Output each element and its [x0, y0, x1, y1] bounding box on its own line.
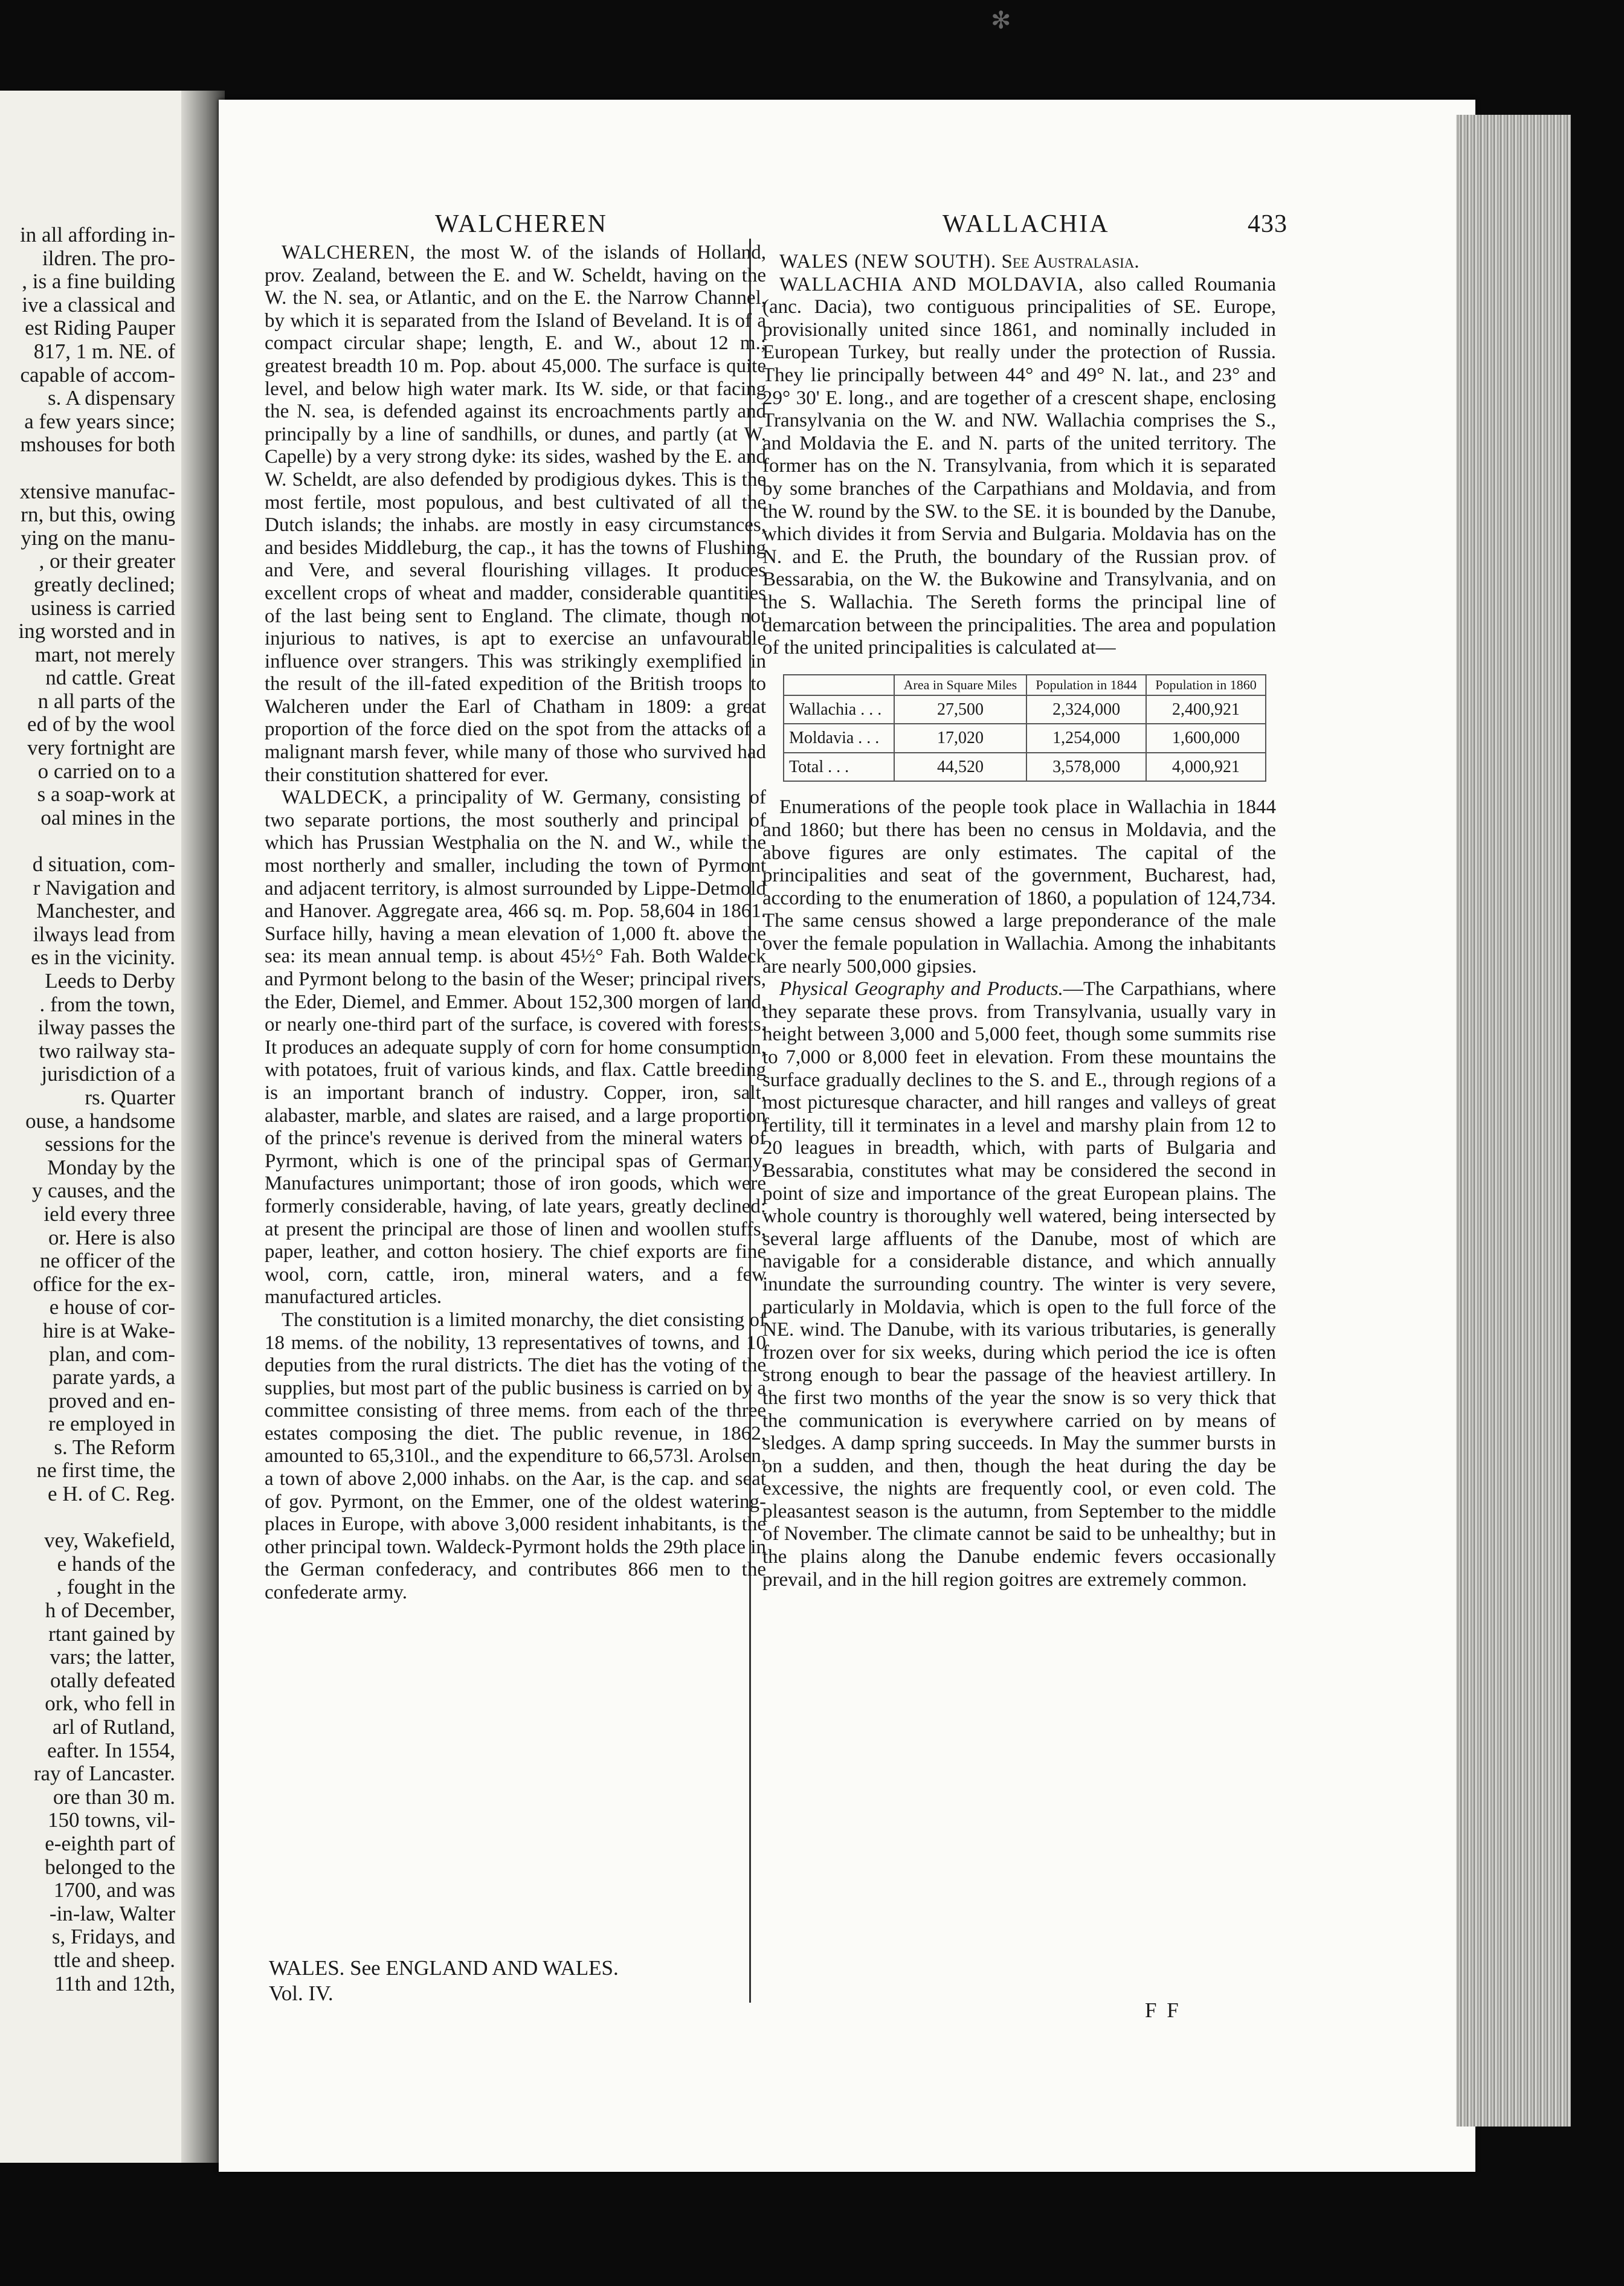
left-page-line: ing worsted and in	[18, 620, 175, 643]
left-page-line: proved and en-	[48, 1389, 175, 1412]
left-page-line	[0, 457, 175, 480]
population-table	[783, 674, 1266, 782]
left-page-line: Monday by the	[47, 1156, 175, 1179]
left-page-line: ork, who fell in	[45, 1692, 175, 1716]
left-page-line: h of December,	[45, 1599, 175, 1623]
headword-wales-new-south: WALES (NEW SOUTH).	[779, 251, 997, 272]
left-page-line: mart, not merely	[34, 643, 175, 666]
left-page-line: ying on the manu-	[21, 526, 175, 550]
table-cell: 2,400,921	[1146, 695, 1266, 724]
left-page-line: ildren. The pro-	[42, 246, 175, 270]
left-page-line: 150 towns, vil-	[48, 1809, 175, 1832]
left-page-line: mshouses for both	[20, 433, 175, 457]
headword-waldeck: WALDECK,	[282, 787, 389, 809]
left-page-line: y causes, and the	[31, 1179, 175, 1203]
left-page-line: 817, 1 m. NE. of	[33, 340, 175, 363]
left-page-line: oal mines in the	[40, 806, 175, 829]
left-page-line: ouse, a handsome	[25, 1109, 175, 1133]
left-page-line: plan, and com-	[49, 1342, 175, 1366]
left-page-line: e-eighth part of	[45, 1832, 175, 1855]
left-page-line: e H. of C. Reg.	[48, 1483, 175, 1506]
running-head-center: WALLACHIA	[942, 210, 1110, 238]
left-page-line: es in the vicinity.	[31, 946, 175, 970]
table-cell: 44,520	[894, 753, 1026, 782]
left-page-line: r Navigation and	[33, 876, 175, 900]
headword-wallachia: WALLACHIA AND MOLDAVIA,	[779, 273, 1084, 295]
headword-walcheren: WALCHEREN,	[282, 242, 416, 263]
left-page-line: xtensive manufac-	[19, 480, 175, 503]
left-page-line: d situation, com-	[32, 853, 175, 877]
left-page-line: ilways lead from	[33, 922, 175, 946]
left-page-line: s. A dispensary	[48, 387, 175, 410]
left-page-line: ed of by the wool	[27, 713, 175, 736]
column-right	[762, 251, 1276, 1591]
entry-waldeck	[265, 787, 766, 1309]
left-page-line: 1700, and was	[53, 1879, 175, 1902]
enumeration-text: Enumerations of the people took place in Wallachia in 1844 and 1860; but there has been no census in Moldavia, and the above figures are only estimates. The capital of the principalities and seat of the government, Bucharest, had, according to the enumeration of 1860, a population of 124,734. The same census showed a large preponderance of the male over the female population in Wallachia. Among the inhabitants are nearly 500,000 gipsies.	[762, 796, 1276, 977]
entry-wales-new-south	[762, 251, 1276, 274]
running-head-left: WALCHEREN	[435, 210, 608, 238]
table-cell: 1,600,000	[1146, 724, 1266, 753]
wales-new-south-text: See Australasia.	[1001, 251, 1139, 272]
left-page-line: ne officer of the	[40, 1249, 175, 1273]
left-page-line: Leeds to Derby	[45, 970, 175, 993]
signature-mark: F F	[1145, 1998, 1181, 2022]
left-page-line: ield every three	[44, 1202, 175, 1226]
left-page-line: arl of Rutland,	[52, 1716, 175, 1739]
left-page-line: office for the ex-	[33, 1272, 175, 1296]
left-page-line: jurisdiction of a	[41, 1063, 175, 1086]
left-page-line: very fortnight are	[27, 736, 175, 760]
table-header: Population in 1844	[1026, 675, 1146, 695]
table-header: Population in 1860	[1146, 675, 1266, 695]
left-page-line: e hands of the	[57, 1552, 175, 1576]
left-page-line: . from the town,	[39, 993, 175, 1016]
footer-volume: Vol. IV.	[269, 1982, 334, 2005]
left-page-line: ore than 30 m.	[53, 1785, 175, 1809]
left-page-line: capable of accom-	[20, 363, 175, 387]
left-page-line: o carried on to a	[37, 759, 175, 783]
left-page-line: , or their greater	[39, 550, 175, 573]
waldeck-text: a principality of W. Germany, consisting of two separate portions, the most southerly and principal of which has Prussian Westphalia on the N. and W., while the most northerly and smaller, including the town of Pyrmont and adjacent territory, is almost surrounded by Lippe-Detmold and Hanover. Aggregate area, 466 sq. m. Pop. 58,604 in 1861. Surface hilly, having a mean elevation of 1,000 ft. above the sea: its mean annual temp. is about 45½° Fah. Both Waldeck and Pyrmont belong to the basin of the Weser; principal rivers, the Eder, Diemel, and Emmer. About 152,300 morgen of land, or nearly one-third part of the surface, is covered with forests. It produces an adequate supply of corn for home consumption, with potatoes, fruit of various kinds, and flax. Cattle breeding is an important branch of industry. Copper, iron, salt, alabaster, marble, and slates are raised, and a large proportion of the prince's revenue is derived from the mineral waters of Pyrmont, which is one of the principal spas of Germany. Manufactures unimportant; those of iron goods, which were formerly considerable, having, of late years, greatly declined: at present the principal are those of linen and woollen stuffs, paper, leather, and cotton hosiery. The chief exports are fine wool, corn, cattle, iron, mineral waters, and a few manufactured articles.	[265, 787, 767, 1309]
left-page-line: belonged to the	[45, 1855, 175, 1879]
left-page-line: nd cattle. Great	[45, 666, 175, 690]
left-page-line: ilway passes the	[37, 1016, 175, 1040]
left-page-line: eafter. In 1554,	[47, 1739, 175, 1762]
table-row	[784, 724, 1266, 753]
column-left	[265, 242, 766, 1605]
left-page-line: Manchester, and	[36, 900, 175, 923]
left-page-text	[0, 224, 175, 1995]
page-number: 433	[1248, 210, 1287, 238]
left-page-line: ive a classical and	[22, 293, 175, 317]
left-page-line: -in-law, Walter	[49, 1902, 175, 1925]
walcheren-text: the most W. of the islands of Holland, prov. Zealand, between the E. and W. Scheldt, having on the W. the N. sea, or Atlantic, and on the E. the Narrow Channel, by which it is separated from the Island of Beveland. It is of a compact circular shape; length, E. and W., about 12 m.; greatest breadth 10 m. Pop. about 45,000. The surface is quite level, and below high water mark. Its W. side, or that facing the N. sea, is defended against its encroachments partly and principally by a line of sandhills, or dunes, and partly (at W. Capelle) by a very strong dyke: its sides, washed by the E. and W. Scheldt, are also defended by prodigious dykes. This is the most fertile, most populous, and best cultivated of all the Dutch islands; the inhabs. are mostly in easy circumstances, and besides Middleburg, the cap., it has the towns of Flushing and Vere, and several flourishing villages. It produces excellent crops of wheat and madder, considerable quantities of the last being sent to England. The climate, though not injurious to natives, is apt to exercise an unfavourable influence over strangers. This was strikingly exemplified in the result of the ill-fated expedition of the British troops to Walcheren under the Earl of Chatham in 1809: a great proportion of the force died on the spot from the attacks of a malignant marsh fever, while many of those who survived had their constitution shattered for ever.	[265, 242, 767, 786]
left-page-line: est Riding Pauper	[25, 317, 175, 340]
table-row	[784, 695, 1266, 724]
table-cell: 1,254,000	[1026, 724, 1146, 753]
left-page-line: , fought in the	[56, 1576, 175, 1599]
wallachia-text: also called Roumania (anc. Dacia), two contiguous principalities of SE. Europe, provisionally united since 1861, and nominally included in European Turkey, but really under the protection of Russia. They lie principally between 44° and 49° N. lat., and 23° and 29° 30' E. long., and are together of a crescent shape, enclosing Transylvania on the W. and NW. Wallachia comprises the S., and Moldavia the E. and N. parts of the united territory. The former has on the N. Transylvania, from which it is separated by some branches of the Carpathians and Moldavia, and from the W. round by the SW. to the SE. it is bounded by the Danube, which divides it from Servia and Bulgaria. Moldavia has on the N. and E. the Pruth, the boundary of the Russian prov. of Bessarabia, on the W. the Bukowine and Transylvania, and on the S. Wallachia. The Sereth forms the principal line of demarcation between the principalities. The area and population of the united principalities is calculated at—	[762, 273, 1276, 659]
left-page-line: a few years since;	[24, 410, 175, 433]
table-row-total	[784, 753, 1266, 782]
entry-physical-geography	[762, 978, 1276, 1591]
table-header-row	[784, 675, 1266, 695]
left-page-line: sessions for the	[45, 1133, 175, 1156]
left-page-line: ray of Lancaster.	[33, 1762, 175, 1786]
table-cell: 17,020	[894, 724, 1026, 753]
left-page-line: two railway sta-	[39, 1039, 175, 1063]
left-page-line: greatly declined;	[33, 573, 175, 596]
left-page-line: ne first time, the	[36, 1459, 175, 1483]
left-page-line	[0, 829, 175, 853]
table-cell: 3,578,000	[1026, 753, 1146, 782]
table-header: Area in Square Miles	[894, 675, 1026, 695]
left-page-line: or. Here is also	[48, 1226, 175, 1249]
left-page-line: rtant gained by	[48, 1622, 175, 1646]
table-cell: Total . . .	[784, 753, 894, 782]
left-page-line: ttle and sheep.	[53, 1948, 175, 1972]
left-page-line: in all affording in-	[20, 224, 175, 246]
left-page-line: usiness is carried	[30, 596, 175, 620]
population-table-wrapper	[783, 674, 1276, 782]
left-page-line: n all parts of the	[37, 689, 175, 713]
left-page-line: s. The Reform	[54, 1435, 175, 1459]
waldeck-text-2: The constitution is a limited monarchy, the diet consisting of 18 mems. of the nobility, 13 representatives of towns, and 10 deputies from the rural districts. The diet has the voting of the supplies, but most part of the public business is carried on by a committee consisting of three mems. from each of the three estates composing the diet. The public revenue, in 1862, amounted to 65,310l., and the expenditure to 66,573l. Arolsen, a town of above 2,000 inhabs. on the Aar, is the cap. and seat of gov. Pyrmont, on the Emmer, one of the oldest watering-places in Europe, with above 3,000 resident inhabitants, is the other principal town. Waldeck-Pyrmont holds the 29th place in the German confederacy, and contributes 866 men to the confederate army.	[265, 1309, 766, 1604]
left-page-line: parate yards, a	[52, 1366, 175, 1389]
left-page-line: re employed in	[48, 1412, 175, 1436]
table-cell: 2,324,000	[1026, 695, 1146, 724]
table-cell: Moldavia . . .	[784, 724, 894, 753]
scan-speck: ✻	[991, 7, 1011, 34]
physical-geography-text: —The Carpathians, where they separate these provs. from Transylvania, usually vary in height between 3,000 and 5,000 feet, though some summits rise to 7,000 or 8,000 feet in elevation. From these mountains the surface gradually declines to the S. and E., through regions of a most picturesque character, and hill ranges and valleys of great fertility, till it terminates in a level and marshy plain from 12 to 20 leagues in breadth, which, with parts of Bulgaria and Bessarabia, constitutes what may be considered the second in point of size and importance of the great European plains. The whole country is thoroughly well watered, being intersected by several large affluents of the Danube, most of which are navigable for a considerable distance, and which annually inundate the surrounding country. The winter is very severe, particularly in Moldavia, which is open to the full force of the NE. wind. The Danube, with its various tributaries, is generally frozen over for six weeks, during which period the ice is often strong enough to bear the passage of the heaviest artillery. In the first two months of the year the snow is so very thick that the communication is everywhere carried on by means of sledges. A damp spring succeeds. In May the summer bursts in on a sudden, and then, though the heat during the day be excessive, the nights are frequently cool, or even cold. The pleasantest season is the autumn, from September to the middle of November. The climate cannot be said to be unhealthy; but in the plains along the Danube endemic fevers occasionally prevail, and in the hill region goitres are extremely common.	[762, 978, 1276, 1591]
left-page-line: , is a fine building	[22, 270, 175, 294]
left-page-line: 11th and 12th,	[54, 1972, 175, 1995]
table-cell: Wallachia . . .	[784, 695, 894, 724]
table-header	[784, 675, 894, 695]
table-cell: 27,500	[894, 695, 1026, 724]
footer-wales-reference: WALES. See ENGLAND AND WALES.	[269, 1956, 619, 1980]
left-page-line: s a soap-work at	[37, 783, 175, 807]
left-page-line: hire is at Wake-	[42, 1319, 175, 1342]
left-page-line: e house of cor-	[49, 1296, 175, 1319]
left-page-line	[0, 1506, 175, 1530]
left-page-line: rn, but this, owing	[21, 503, 175, 527]
left-page-line: otally defeated	[50, 1669, 175, 1692]
table-cell: 4,000,921	[1146, 753, 1266, 782]
left-page-line: vars; the latter,	[50, 1646, 175, 1669]
page-edges	[1456, 115, 1571, 2127]
entry-wallachia	[762, 274, 1276, 660]
left-page-line: rs. Quarter	[85, 1086, 175, 1109]
physical-geography-heading: Physical Geography and Products.	[779, 978, 1063, 1000]
entry-walcheren	[265, 242, 766, 787]
left-page-line: vey, Wakefield,	[44, 1529, 175, 1553]
left-page-line: s, Fridays, and	[51, 1925, 175, 1949]
